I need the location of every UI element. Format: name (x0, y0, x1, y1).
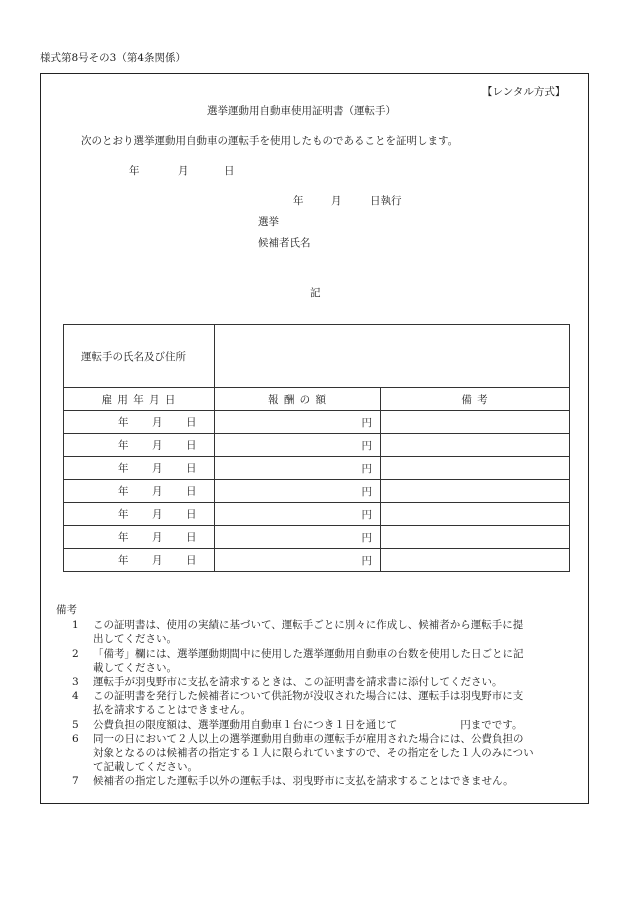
date-day: 日 (186, 485, 197, 498)
driver-value-cell (215, 325, 570, 388)
driver-table (63, 324, 570, 572)
table-row (64, 457, 570, 480)
date-month: 月 (152, 416, 163, 429)
note-line: 「備考」欄には、選挙運動期間中に使用した選挙運動用自動車の台数を使用した日ごとに記 (93, 647, 524, 660)
yen-unit: 円 (361, 554, 372, 567)
compensation-cell (215, 434, 381, 457)
note-item (64, 618, 584, 646)
date-month: 月 (152, 531, 163, 544)
election-date-year: 年 (293, 195, 304, 207)
date-year: 年 (118, 439, 129, 452)
employment-date-cell (64, 549, 215, 572)
note-item (64, 647, 584, 675)
yen-unit: 円 (361, 439, 372, 452)
table-header (64, 388, 570, 411)
table-row (64, 549, 570, 572)
date-day: 日 (186, 439, 197, 452)
employment-date-cell (64, 503, 215, 526)
date-year: 年 (118, 416, 129, 429)
note-item (64, 732, 584, 775)
date-year: 年 (118, 462, 129, 475)
col-header-compensation: 報 酬 の 額 (215, 388, 381, 411)
election-date-label: 日執行 (370, 195, 402, 207)
form-title: 選挙運動用自動車使用証明書（運転手） (207, 105, 396, 117)
note-item (64, 675, 584, 689)
date-month: 月 (152, 485, 163, 498)
yen-unit: 円 (361, 485, 372, 498)
compensation-cell (215, 503, 381, 526)
form-number: 様式第8号その3（第4条関係） (40, 52, 187, 64)
date-year: 年 (118, 485, 129, 498)
note-number: 7 (72, 775, 79, 788)
note-line: 払を請求することはできません。 (93, 704, 252, 717)
ki-label: 記 (310, 287, 321, 299)
note-line: 対象となるのは候補者の指定する１人に限られていますので、その指定をした１人のみについ (93, 747, 534, 760)
compensation-cell (215, 549, 381, 572)
notes-section (56, 603, 584, 789)
note-line: 同一の日において２人以上の選挙運動用自動車の運転手が雇用された場合には、公費負担の (93, 732, 524, 745)
note-number: 2 (72, 647, 79, 660)
remarks-cell (381, 549, 570, 572)
date-day: 日 (186, 508, 197, 521)
date-year: 年 (118, 531, 129, 544)
date-day: 日 (186, 554, 197, 567)
driver-info-row (64, 325, 570, 388)
date-month: 月 (152, 508, 163, 521)
col-header-employment-date: 雇 用 年 月 日 (64, 388, 215, 411)
driver-label-cell (64, 325, 215, 388)
employment-date-cell (64, 457, 215, 480)
remarks-cell (381, 434, 570, 457)
table-row (64, 411, 570, 434)
employment-date-cell (64, 480, 215, 503)
note-item (64, 774, 584, 788)
remarks-cell (381, 526, 570, 549)
employment-date-cell (64, 526, 215, 549)
rental-type-label: 【レンタル方式】 (482, 86, 566, 98)
table-row (64, 434, 570, 457)
note-number: 6 (72, 732, 79, 745)
note-line: 載してください。 (93, 661, 177, 674)
date-day: 日 (186, 531, 197, 544)
note-item (64, 689, 584, 717)
candidate-name-label: 候補者氏名 (258, 237, 311, 249)
note-number: 5 (72, 718, 79, 731)
note-line: 運転手が羽曳野市に支払を請求するときは、この証明書を請求書に添付してください。 (93, 676, 503, 689)
note-line: この証明書は、使用の実績に基づいて、運転手ごとに別々に作成し、候補者から運転手に提 (93, 619, 524, 632)
cert-date-year: 年 (129, 165, 140, 177)
compensation-cell (215, 480, 381, 503)
note-line: 候補者の指定した運転手以外の運転手は、羽曳野市に支払を請求することはできません。 (93, 775, 514, 788)
table-row (64, 526, 570, 549)
date-day: 日 (186, 416, 197, 429)
notes-heading: 備考 (56, 604, 77, 616)
note-line: 出してください。 (93, 633, 177, 646)
certification-statement: 次のとおり選挙運動用自動車の運転手を使用したものであることを証明します。 (81, 135, 459, 147)
employment-date-cell (64, 434, 215, 457)
yen-unit: 円 (361, 531, 372, 544)
note-line: この証明書を発行した候補者について供託物が没収された場合には、運転手は羽曳野市に支 (93, 690, 524, 703)
date-year: 年 (118, 508, 129, 521)
yen-unit: 円 (361, 416, 372, 429)
table-row (64, 480, 570, 503)
remarks-cell (381, 480, 570, 503)
date-month: 月 (152, 554, 163, 567)
cert-date-month: 月 (178, 165, 189, 177)
note-number: 3 (72, 676, 79, 689)
compensation-cell (215, 526, 381, 549)
yen-unit: 円 (361, 508, 372, 521)
note-line: 公費負担の限度額は、選挙運動用自動車１台につき１日を通じて 円までです。 (93, 718, 523, 731)
table-row (64, 503, 570, 526)
remarks-cell (381, 457, 570, 480)
election-date-month: 月 (331, 195, 342, 207)
compensation-cell (215, 411, 381, 434)
note-line: て記載してください。 (93, 761, 198, 774)
date-month: 月 (152, 439, 163, 452)
date-month: 月 (152, 462, 163, 475)
note-number: 4 (72, 690, 79, 703)
remarks-cell (381, 503, 570, 526)
compensation-cell (215, 457, 381, 480)
remarks-cell (381, 411, 570, 434)
employment-date-cell (64, 411, 215, 434)
col-header-remarks: 備 考 (381, 388, 570, 411)
note-item (64, 718, 584, 732)
date-day: 日 (186, 462, 197, 475)
election-label: 選挙 (258, 216, 279, 228)
date-year: 年 (118, 554, 129, 567)
cert-date-day: 日 (224, 165, 235, 177)
note-number: 1 (72, 619, 79, 632)
driver-label: 運転手の氏名及び住所 (81, 350, 186, 363)
yen-unit: 円 (361, 462, 372, 475)
